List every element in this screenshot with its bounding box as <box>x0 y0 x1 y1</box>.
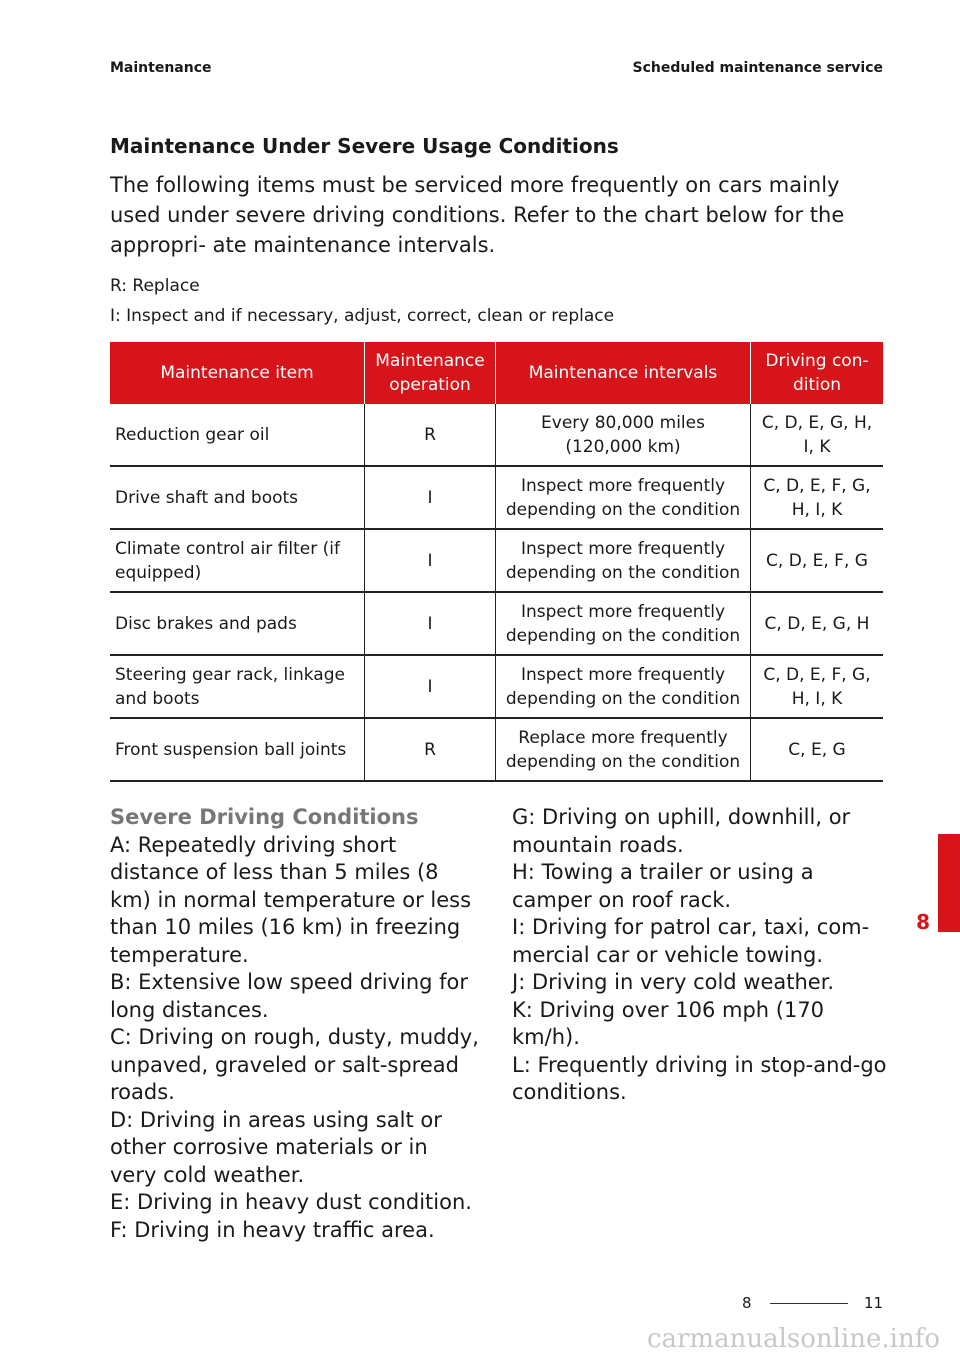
condition-b: B: Extensive low speed driving for long distances. <box>110 970 469 1022</box>
footer-chapter-number: 8 <box>742 1294 752 1312</box>
cell-interval: Replace more frequently depending on the condition <box>496 718 751 781</box>
table-row <box>110 718 883 781</box>
legend-replace: R: Replace <box>110 276 200 296</box>
cell-condition: C, E, G <box>751 718 884 781</box>
intro-paragraph: The following items must be serviced more frequently on cars mainly used under severe driving conditions. Refer to the chart below for the appropri- ate maintenance intervals. <box>110 173 845 257</box>
cell-item: Climate control air filter (if equipped) <box>110 529 365 592</box>
legend-inspect: I: Inspect and if necessary, adjust, correct, clean or replace <box>110 306 615 326</box>
cell-interval: Every 80,000 miles (120,000 km) <box>496 404 751 466</box>
table-row <box>110 592 883 655</box>
header-maintenance-intervals: Maintenance intervals <box>496 342 751 404</box>
header-maintenance-operation: Maintenance operation <box>365 342 496 404</box>
table-row <box>110 655 883 718</box>
cell-item: Drive shaft and boots <box>110 466 365 529</box>
table-row <box>110 529 883 592</box>
maintenance-table <box>110 342 883 782</box>
conditions-heading: Severe Driving Conditions <box>110 805 419 829</box>
table-row <box>110 466 883 529</box>
cell-item: Steering gear rack, linkage and boots <box>110 655 365 718</box>
chapter-side-tab <box>938 834 960 932</box>
header-driving-condition: Driving con- dition <box>751 342 884 404</box>
cell-operation: R <box>365 404 496 466</box>
cell-condition: C, D, E, F, G, H, I, K <box>751 466 884 529</box>
cell-operation: I <box>365 655 496 718</box>
cell-operation: I <box>365 529 496 592</box>
footer-page-number: 11 <box>864 1294 884 1312</box>
table-row <box>110 404 883 466</box>
cell-operation: I <box>365 466 496 529</box>
cell-interval: Inspect more frequently depending on the condition <box>496 529 751 592</box>
condition-a: A: Repeatedly driving short distance of less than 5 miles (8 km) in normal temperature or less than 10 miles (16 km) in freezing temperature. <box>110 832 472 967</box>
cell-item: Front suspension ball joints <box>110 718 365 781</box>
cell-condition: C, D, E, F, G, H, I, K <box>751 655 884 718</box>
condition-h: H: Towing a trailer or using a camper on roof rack. <box>512 860 814 912</box>
condition-l: L: Frequently driving in stop-and-go conditions. <box>512 1052 887 1104</box>
running-header-section: Maintenance <box>110 60 212 76</box>
cell-condition: C, D, E, G, H, I, K <box>751 404 884 466</box>
header-maintenance-item: Maintenance item <box>110 342 365 404</box>
page-title: Maintenance Under Severe Usage Conditions <box>110 134 619 158</box>
cell-condition: C, D, E, G, H <box>751 592 884 655</box>
conditions-left-column <box>110 804 480 1244</box>
cell-item: Reduction gear oil <box>110 404 365 466</box>
chapter-tab-number: 8 <box>916 910 930 934</box>
condition-i: I: Driving for patrol car, taxi, com- mercial car or vehicle towing. <box>512 915 870 967</box>
watermark: carmanualsonline.info <box>646 1324 940 1354</box>
cell-operation: R <box>365 718 496 781</box>
condition-j: J: Driving in very cold weather. <box>512 970 835 994</box>
cell-interval: Inspect more frequently depending on the condition <box>496 466 751 529</box>
condition-e: E: Driving in heavy dust condition. <box>110 1190 472 1214</box>
condition-g: G: Driving on uphill, downhill, or mountain roads. <box>512 805 851 857</box>
conditions-right-column <box>512 804 887 1107</box>
cell-item: Disc brakes and pads <box>110 592 365 655</box>
cell-interval: Inspect more frequently depending on the condition <box>496 592 751 655</box>
running-header-topic: Scheduled maintenance service <box>632 60 883 76</box>
footer-divider <box>770 1303 848 1304</box>
condition-f: F: Driving in heavy traffic area. <box>110 1217 435 1242</box>
condition-k: K: Driving over 106 mph (170 km/h). <box>512 997 825 1049</box>
cell-operation: I <box>365 592 496 655</box>
table-header-row <box>110 342 883 404</box>
condition-d: D: Driving in areas using salt or other corrosive materials or in very cold weather. <box>110 1107 442 1187</box>
cell-condition: C, D, E, F, G <box>751 529 884 592</box>
condition-c: C: Driving on rough, dusty, muddy, unpaved, graveled or salt-spread roads. <box>110 1025 479 1104</box>
cell-interval: Inspect more frequently depending on the condition <box>496 655 751 718</box>
